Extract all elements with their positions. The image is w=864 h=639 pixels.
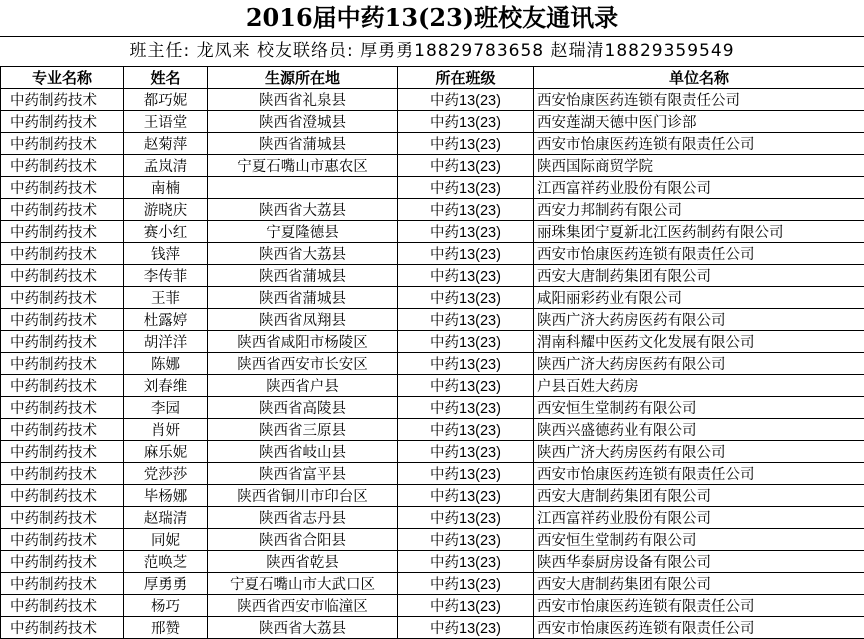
cell-class: 中药13(23) [398,595,534,617]
header-origin: 生源所在地 [208,67,398,89]
cell-origin: 陕西省西安市长安区 [208,353,398,375]
cell-major: 中药制药技术 [1,353,124,375]
cell-class: 中药13(23) [398,287,534,309]
cell-origin: 陕西省咸阳市杨陵区 [208,331,398,353]
cell-employer: 西安市怡康医药连锁有限责任公司 [534,463,864,485]
cell-name: 邢赞 [124,617,208,639]
cell-origin: 宁夏石嘴山市惠农区 [208,155,398,177]
cell-class: 中药13(23) [398,89,534,111]
cell-origin: 陕西省三原县 [208,419,398,441]
cell-origin: 陕西省大荔县 [208,199,398,221]
cell-employer: 西安怡康医药连锁有限责任公司 [534,89,864,111]
cell-major: 中药制药技术 [1,529,124,551]
cell-class: 中药13(23) [398,617,534,639]
cell-origin: 陕西省铜川市印台区 [208,485,398,507]
cell-major: 中药制药技术 [1,155,124,177]
table-row [1,507,864,529]
table-row [1,419,864,441]
cell-class: 中药13(23) [398,507,534,529]
cell-major: 中药制药技术 [1,331,124,353]
cell-employer: 陕西广济大药房医药有限公司 [534,353,864,375]
cell-name: 李园 [124,397,208,419]
table-row [1,529,864,551]
cell-name: 钱萍 [124,243,208,265]
cell-name: 党莎莎 [124,463,208,485]
cell-employer: 江西富祥药业股份有限公司 [534,507,864,529]
cell-major: 中药制药技术 [1,419,124,441]
table-row [1,375,864,397]
cell-origin: 陕西省大荔县 [208,617,398,639]
cell-employer: 渭南科耀中医药文化发展有限公司 [534,331,864,353]
cell-origin: 陕西省礼泉县 [208,89,398,111]
table-row [1,595,864,617]
cell-major: 中药制药技术 [1,463,124,485]
cell-class: 中药13(23) [398,485,534,507]
cell-major: 中药制药技术 [1,397,124,419]
cell-name: 赛小红 [124,221,208,243]
cell-employer: 陕西兴盛德药业有限公司 [534,419,864,441]
table-row [1,133,864,155]
cell-employer: 西安力邦制药有限公司 [534,199,864,221]
cell-class: 中药13(23) [398,309,534,331]
cell-employer: 西安大唐制药集团有限公司 [534,485,864,507]
cell-name: 肖妍 [124,419,208,441]
cell-employer: 陕西华泰厨房设备有限公司 [534,551,864,573]
cell-origin: 陕西省澄城县 [208,111,398,133]
cell-major: 中药制药技术 [1,111,124,133]
cell-class: 中药13(23) [398,551,534,573]
cell-major: 中药制药技术 [1,507,124,529]
cell-employer: 西安市怡康医药连锁有限责任公司 [534,595,864,617]
cell-employer: 西安大唐制药集团有限公司 [534,573,864,595]
cell-major: 中药制药技术 [1,375,124,397]
cell-major: 中药制药技术 [1,177,124,199]
cell-origin [208,177,398,199]
cell-name: 赵菊萍 [124,133,208,155]
cell-class: 中药13(23) [398,221,534,243]
cell-class: 中药13(23) [398,331,534,353]
cell-origin: 陕西省乾县 [208,551,398,573]
cell-class: 中药13(23) [398,573,534,595]
cell-major: 中药制药技术 [1,199,124,221]
roster-body [1,89,864,639]
cell-class: 中药13(23) [398,529,534,551]
cell-origin: 陕西省户县 [208,375,398,397]
cell-origin: 陕西省蒲城县 [208,287,398,309]
cell-name: 麻乐妮 [124,441,208,463]
cell-origin: 陕西省志丹县 [208,507,398,529]
table-row [1,397,864,419]
document-subtitle: 班主任: 龙凤来 校友联络员: 厚勇勇18829783658 赵瑞清18829359549 [0,36,864,66]
cell-major: 中药制药技术 [1,89,124,111]
cell-employer: 西安大唐制药集团有限公司 [534,265,864,287]
table-row [1,221,864,243]
cell-class: 中药13(23) [398,199,534,221]
cell-major: 中药制药技术 [1,287,124,309]
table-header-row [1,67,864,89]
header-major: 专业名称 [1,67,124,89]
cell-name: 杜露婷 [124,309,208,331]
cell-employer: 陕西广济大药房医药有限公司 [534,441,864,463]
cell-major: 中药制药技术 [1,265,124,287]
cell-class: 中药13(23) [398,265,534,287]
cell-name: 李传菲 [124,265,208,287]
cell-major: 中药制药技术 [1,243,124,265]
cell-major: 中药制药技术 [1,441,124,463]
cell-major: 中药制药技术 [1,309,124,331]
cell-name: 厚勇勇 [124,573,208,595]
cell-major: 中药制药技术 [1,595,124,617]
cell-employer: 咸阳丽彩药业有限公司 [534,287,864,309]
cell-origin: 陕西省蒲城县 [208,265,398,287]
table-row [1,265,864,287]
cell-class: 中药13(23) [398,111,534,133]
table-row [1,617,864,639]
cell-class: 中药13(23) [398,375,534,397]
header-class: 所在班级 [398,67,534,89]
table-row [1,199,864,221]
roster-table [0,66,864,639]
cell-employer: 西安恒生堂制药有限公司 [534,397,864,419]
cell-class: 中药13(23) [398,441,534,463]
table-row [1,309,864,331]
table-row [1,485,864,507]
cell-major: 中药制药技术 [1,485,124,507]
cell-employer: 西安莲湖天德中医门诊部 [534,111,864,133]
cell-major: 中药制药技术 [1,573,124,595]
cell-class: 中药13(23) [398,397,534,419]
table-row [1,111,864,133]
cell-class: 中药13(23) [398,133,534,155]
cell-name: 杨巧 [124,595,208,617]
cell-employer: 西安市怡康医药连锁有限责任公司 [534,617,864,639]
cell-employer: 西安恒生堂制药有限公司 [534,529,864,551]
table-row [1,177,864,199]
cell-origin: 宁夏石嘴山市大武口区 [208,573,398,595]
cell-employer: 丽珠集团宁夏新北江医药制药有限公司 [534,221,864,243]
cell-name: 孟岚清 [124,155,208,177]
header-name: 姓名 [124,67,208,89]
cell-name: 范唤芝 [124,551,208,573]
cell-major: 中药制药技术 [1,221,124,243]
cell-origin: 宁夏隆德县 [208,221,398,243]
table-row [1,155,864,177]
cell-origin: 陕西省高陵县 [208,397,398,419]
table-row [1,551,864,573]
cell-name: 刘春维 [124,375,208,397]
cell-name: 游晓庆 [124,199,208,221]
cell-class: 中药13(23) [398,419,534,441]
cell-class: 中药13(23) [398,155,534,177]
table-row [1,89,864,111]
cell-name: 南楠 [124,177,208,199]
document-title: 2016届中药13(23)班校友通讯录 [0,0,864,36]
cell-major: 中药制药技术 [1,133,124,155]
cell-origin: 陕西省蒲城县 [208,133,398,155]
cell-employer: 江西富祥药业股份有限公司 [534,177,864,199]
cell-origin: 陕西省岐山县 [208,441,398,463]
header-employer: 单位名称 [534,67,864,89]
cell-employer: 户县百姓大药房 [534,375,864,397]
cell-name: 王语堂 [124,111,208,133]
cell-employer: 陕西广济大药房医药有限公司 [534,309,864,331]
cell-name: 胡洋洋 [124,331,208,353]
cell-origin: 陕西省富平县 [208,463,398,485]
table-row [1,243,864,265]
cell-origin: 陕西省大荔县 [208,243,398,265]
cell-class: 中药13(23) [398,463,534,485]
cell-employer: 陕西国际商贸学院 [534,155,864,177]
cell-employer: 西安市怡康医药连锁有限责任公司 [534,243,864,265]
cell-class: 中药13(23) [398,177,534,199]
cell-employer: 西安市怡康医药连锁有限责任公司 [534,133,864,155]
cell-major: 中药制药技术 [1,551,124,573]
cell-name: 陈娜 [124,353,208,375]
cell-origin: 陕西省凤翔县 [208,309,398,331]
table-row [1,573,864,595]
cell-name: 同妮 [124,529,208,551]
table-row [1,441,864,463]
cell-name: 毕杨娜 [124,485,208,507]
cell-major: 中药制药技术 [1,617,124,639]
cell-name: 都巧妮 [124,89,208,111]
table-row [1,287,864,309]
cell-name: 赵瑞清 [124,507,208,529]
cell-class: 中药13(23) [398,243,534,265]
table-row [1,353,864,375]
cell-origin: 陕西省合阳县 [208,529,398,551]
table-row [1,463,864,485]
cell-class: 中药13(23) [398,353,534,375]
table-row [1,331,864,353]
cell-origin: 陕西省西安市临潼区 [208,595,398,617]
cell-name: 王菲 [124,287,208,309]
